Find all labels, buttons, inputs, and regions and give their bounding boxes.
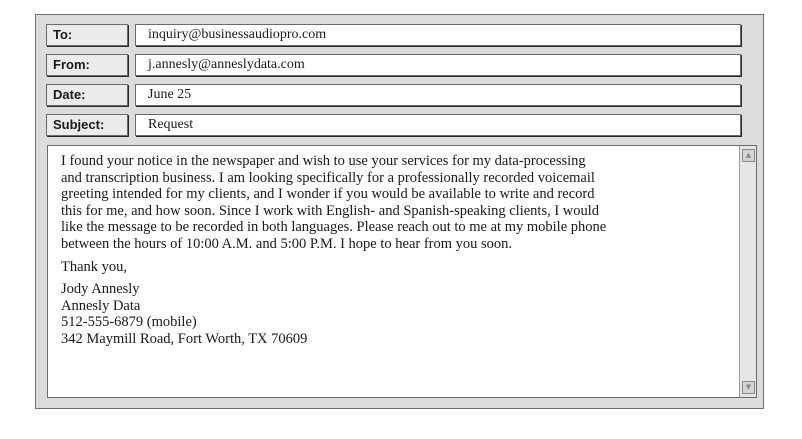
date-label: Date: <box>46 84 128 106</box>
message-text <box>61 153 731 354</box>
message-body[interactable] <box>47 145 757 398</box>
message-line: between the hours of 10:00 A.M. and 5:00 P.M. I hope to hear from you soon. <box>61 235 513 252</box>
to-label: To: <box>46 24 128 46</box>
email-window <box>35 14 764 409</box>
scroll-up-icon[interactable]: ▲ <box>742 149 755 162</box>
message-closing <box>61 259 731 276</box>
message-line: like the message to be recorded in both languages. Please reach out to me at my mobile phone <box>61 219 607 236</box>
signature-company: Annesly Data <box>61 297 141 314</box>
message-paragraph <box>61 153 731 253</box>
subject-field[interactable]: Request <box>135 114 741 136</box>
message-line: I found your notice in the newspaper and wish to use your services for my data-processing <box>61 153 586 169</box>
message-line: and transcription business. I am looking specifically for a professionally recorded voicemail <box>61 169 595 186</box>
message-line: greeting intended for my clients, and I wonder if you would be available to write and record <box>61 186 595 203</box>
to-field[interactable]: inquiry@businessaudiopro.com <box>135 24 741 46</box>
scroll-down-icon[interactable]: ▼ <box>742 381 755 394</box>
vertical-scrollbar[interactable] <box>739 146 756 397</box>
signature-name: Jody Annesly <box>61 281 140 298</box>
date-field[interactable]: June 25 <box>135 84 741 106</box>
signature-address: 342 Maymill Road, Fort Worth, TX 70609 <box>61 330 308 347</box>
from-field[interactable]: j.annesly@anneslydata.com <box>135 54 741 76</box>
message-line: this for me, and how soon. Since I work with English- and Spanish-speaking clients, I would <box>61 202 600 219</box>
subject-label: Subject: <box>46 114 128 136</box>
message-signature <box>61 281 731 347</box>
closing-line: Thank you, <box>61 258 128 275</box>
signature-phone: 512-555-6879 (mobile) <box>61 314 197 331</box>
from-label: From: <box>46 54 128 76</box>
